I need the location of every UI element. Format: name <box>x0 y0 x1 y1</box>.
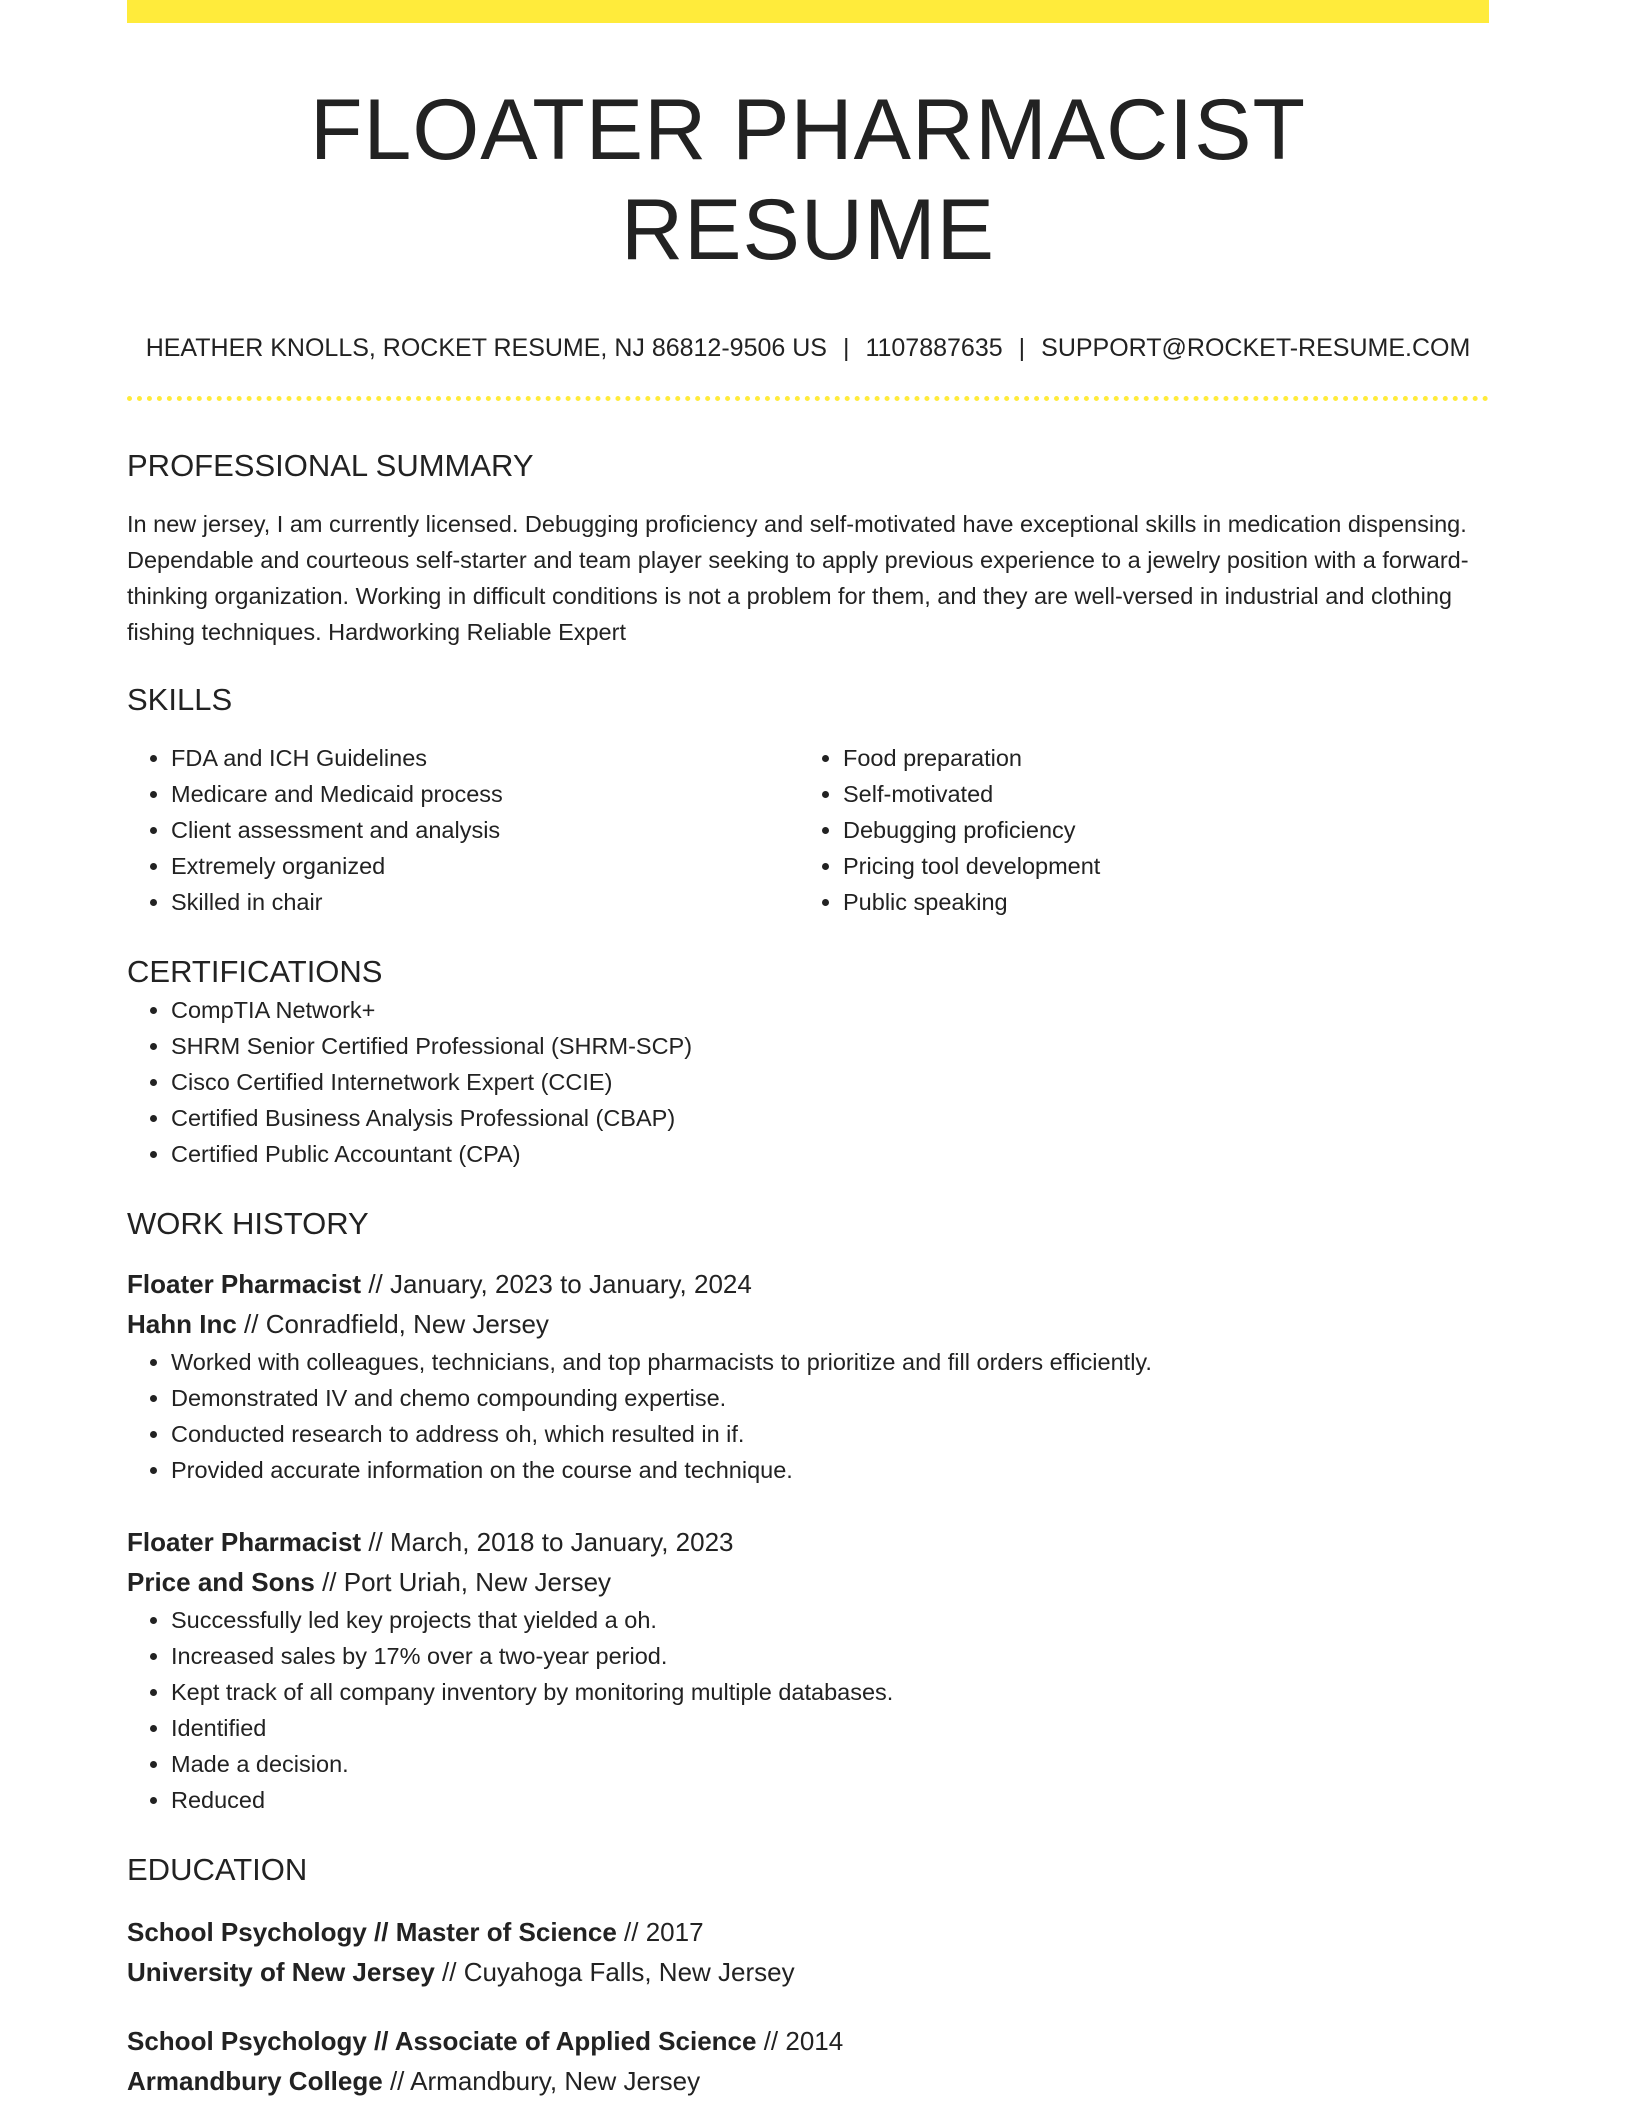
certification-item: • Certified Business Analysis Professional (CBAP) <box>171 1100 1489 1136</box>
certifications-heading: CERTIFICATIONS <box>127 954 383 989</box>
job-bullet: • Increased sales by 17% over a two-year period. <box>171 1638 1489 1674</box>
job-bullet: • Demonstrated IV and chemo compounding expertise. <box>171 1380 1489 1416</box>
certification-item: • SHRM Senior Certified Professional (SHRM-SCP) <box>171 1028 1489 1064</box>
education-degree: School Psychology // Master of Science <box>127 1917 617 1947</box>
skill-item: • Pricing tool development <box>843 848 1471 884</box>
resume-page <box>127 0 1489 2101</box>
job-title-line <box>127 1522 1489 1562</box>
education-degree-line <box>127 1912 1489 1952</box>
job-bullet-list <box>127 1344 1489 1488</box>
summary-heading: PROFESSIONAL SUMMARY <box>127 448 534 483</box>
skill-item: • Self-motivated <box>843 776 1471 812</box>
job-title: Floater Pharmacist <box>127 1527 362 1557</box>
skills-grid <box>127 740 1489 920</box>
job-company: Hahn Inc <box>127 1309 237 1339</box>
skills-heading: SKILLS <box>127 682 233 717</box>
education-school-line <box>127 2061 1489 2101</box>
skills-column-left <box>127 740 799 920</box>
skills-column-right <box>799 740 1471 920</box>
skill-item: • Public speaking <box>843 884 1471 920</box>
job-entry <box>127 1522 1489 1818</box>
certification-item: • Cisco Certified Internetwork Expert (CCIE) <box>171 1064 1489 1100</box>
job-company: Price and Sons <box>127 1567 315 1597</box>
job-bullet: • Successfully led key projects that yielded a oh. <box>171 1602 1489 1638</box>
dotted-divider <box>127 396 1489 401</box>
job-bullet: • Kept track of all company inventory by monitoring multiple databases. <box>171 1674 1489 1710</box>
contact-line <box>127 332 1489 364</box>
education-degree-line <box>127 2021 1489 2061</box>
education-year: // 2017 <box>616 1917 704 1947</box>
education-entry <box>127 2021 1489 2101</box>
top-accent-bar <box>127 0 1489 23</box>
job-bullet-list <box>127 1602 1489 1818</box>
job-dates: // January, 2023 to January, 2024 <box>361 1269 752 1299</box>
education-degree: School Psychology // Associate of Applied Science <box>127 2026 757 2056</box>
skill-item: • Food preparation <box>843 740 1471 776</box>
education-year: // 2014 <box>756 2026 844 2056</box>
skill-item: • FDA and ICH Guidelines <box>171 740 799 776</box>
job-location: // Port Uriah, New Jersey <box>314 1567 612 1597</box>
contact-email: SUPPORT@ROCKET-RESUME.COM <box>1041 334 1471 362</box>
summary-text: In new jersey, I am currently licensed. Debugging proficiency and self-motivated have exceptional skills in medication dispensing. Dependable and courteous self-starter and team player seeking to apply previous experience to a jewelry position with a forward-thinking organization. Working in difficult conditions is not a problem for them, and they are well-versed in industrial and clothing fishing techniques. Hardworking Reliable Expert <box>127 511 1469 645</box>
job-dates: // March, 2018 to January, 2023 <box>361 1527 734 1557</box>
contact-phone: 1107887635 <box>865 334 1003 362</box>
education-location: // Armandbury, New Jersey <box>382 2066 701 2096</box>
job-bullet: • Provided accurate information on the course and technique. <box>171 1452 1489 1488</box>
contact-separator: | <box>1018 334 1026 362</box>
job-bullet: • Conducted research to address oh, which resulted in if. <box>171 1416 1489 1452</box>
skill-item: • Debugging proficiency <box>843 812 1471 848</box>
job-entry <box>127 1264 1489 1488</box>
education-school-line <box>127 1952 1489 1992</box>
job-title: Floater Pharmacist <box>127 1269 362 1299</box>
skill-item: • Medicare and Medicaid process <box>171 776 799 812</box>
job-location: // Conradfield, New Jersey <box>236 1309 549 1339</box>
certifications-list <box>127 992 1489 1172</box>
certification-item: • Certified Public Accountant (CPA) <box>171 1136 1489 1172</box>
job-company-line <box>127 1304 1489 1344</box>
education-location: // Cuyahoga Falls, New Jersey <box>434 1957 795 1987</box>
job-bullet: • Identified <box>171 1710 1489 1746</box>
work-history-heading: WORK HISTORY <box>127 1206 369 1241</box>
job-title-line <box>127 1264 1489 1304</box>
education-heading: EDUCATION <box>127 1852 308 1887</box>
certification-item: • CompTIA Network+ <box>171 992 1489 1028</box>
job-bullet: • Reduced <box>171 1782 1489 1818</box>
skill-item: • Extremely organized <box>171 848 799 884</box>
skills-list-left <box>127 740 799 920</box>
education-entry <box>127 1912 1489 1992</box>
resume-title: FLOATER PHARMACIST RESUME <box>310 82 1306 278</box>
job-company-line <box>127 1562 1489 1602</box>
education-school: University of New Jersey <box>127 1957 435 1987</box>
skill-item: • Skilled in chair <box>171 884 799 920</box>
job-bullet: • Worked with colleagues, technicians, and top pharmacists to prioritize and fill orders efficiently. <box>171 1344 1489 1380</box>
education-school: Armandbury College <box>127 2066 383 2096</box>
skills-list-right <box>799 740 1471 920</box>
job-bullet: • Made a decision. <box>171 1746 1489 1782</box>
contact-separator: | <box>842 334 850 362</box>
skill-item: • Client assessment and analysis <box>171 812 799 848</box>
contact-address: HEATHER KNOLLS, ROCKET RESUME, NJ 86812-9506 US <box>145 334 827 362</box>
